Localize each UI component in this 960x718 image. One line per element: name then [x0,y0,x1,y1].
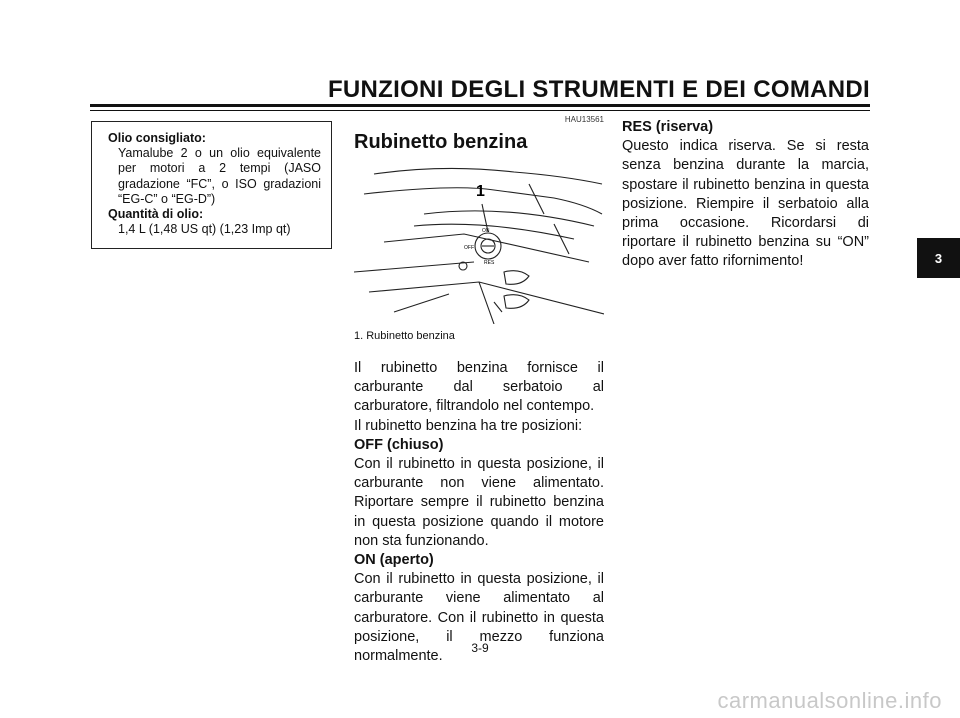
chapter-tab: 3 [917,238,960,278]
figure-label-off: OFF [464,245,474,251]
figure-label-on: ON [482,228,490,234]
off-text: Con il rubinetto in questa posizione, il carburante non viene alimentato. Riportare sempre il rubinetto benzina in questa posizione quando il motore non sta funzionando. [354,456,604,549]
off-heading: OFF (chiuso) [354,436,444,453]
res-text: Questo indica riserva. Se si resta senza benzina durante la marcia, spostare il rubinetto benzina in questa posizione. Riempire il serbatoio alla prima occasione. Ricordarsi di riportare il rubinetto benzina su “ON” dopo aver fatto rifornimento! [622,138,869,270]
middle-column [354,115,604,666]
figure-callout-number: 1 [476,183,485,200]
section-body [354,359,604,666]
on-heading: ON (aperto) [354,552,434,569]
oil-quantity-label: Quantità di olio: [108,207,204,222]
figure-caption: 1. Rubinetto benzina [354,330,455,342]
res-heading: RES (riserva) [622,119,714,135]
header-rule-thick [90,104,870,107]
section-code: HAU13561 [564,115,604,124]
fuel-cock-figure [354,164,604,324]
watermark: carmanualsonline.info [717,688,942,713]
header-rule-thin [90,110,870,111]
fuel-cock-illustration [354,164,604,324]
page-header-title: FUNZIONI DEGLI STRUMENTI E DEI COMANDI [327,76,870,103]
on-text: Con il rubinetto in questa posizione, il carburante viene alimentato al carburatore. Con il rubinetto in questa posizione, il mezzo funziona normalmente. [354,571,604,665]
right-column [622,118,869,272]
intro-paragraph-1: Il rubinetto benzina fornisce il carburante dal serbatoio al carburatore, filtrandolo nel contempo. [354,360,604,415]
page-number: 3-9 [471,641,489,655]
oil-quantity-value: 1,4 L (1,48 US qt) (1,23 Imp qt) [118,222,291,237]
figure-label-res: RES [484,260,495,266]
oil-recommended-value: Yamalube 2 o un olio equivalente per motori a 2 tempi (JASO gradazione “FC”, o ISO gradazioni “EG-C” o “EG-D”) [118,146,321,206]
oil-spec-box [91,121,332,249]
section-title: Rubinetto benzina [354,131,528,153]
oil-recommended-label: Olio consigliato: [108,131,206,145]
intro-paragraph-2: Il rubinetto benzina ha tre posizioni: [354,417,583,434]
